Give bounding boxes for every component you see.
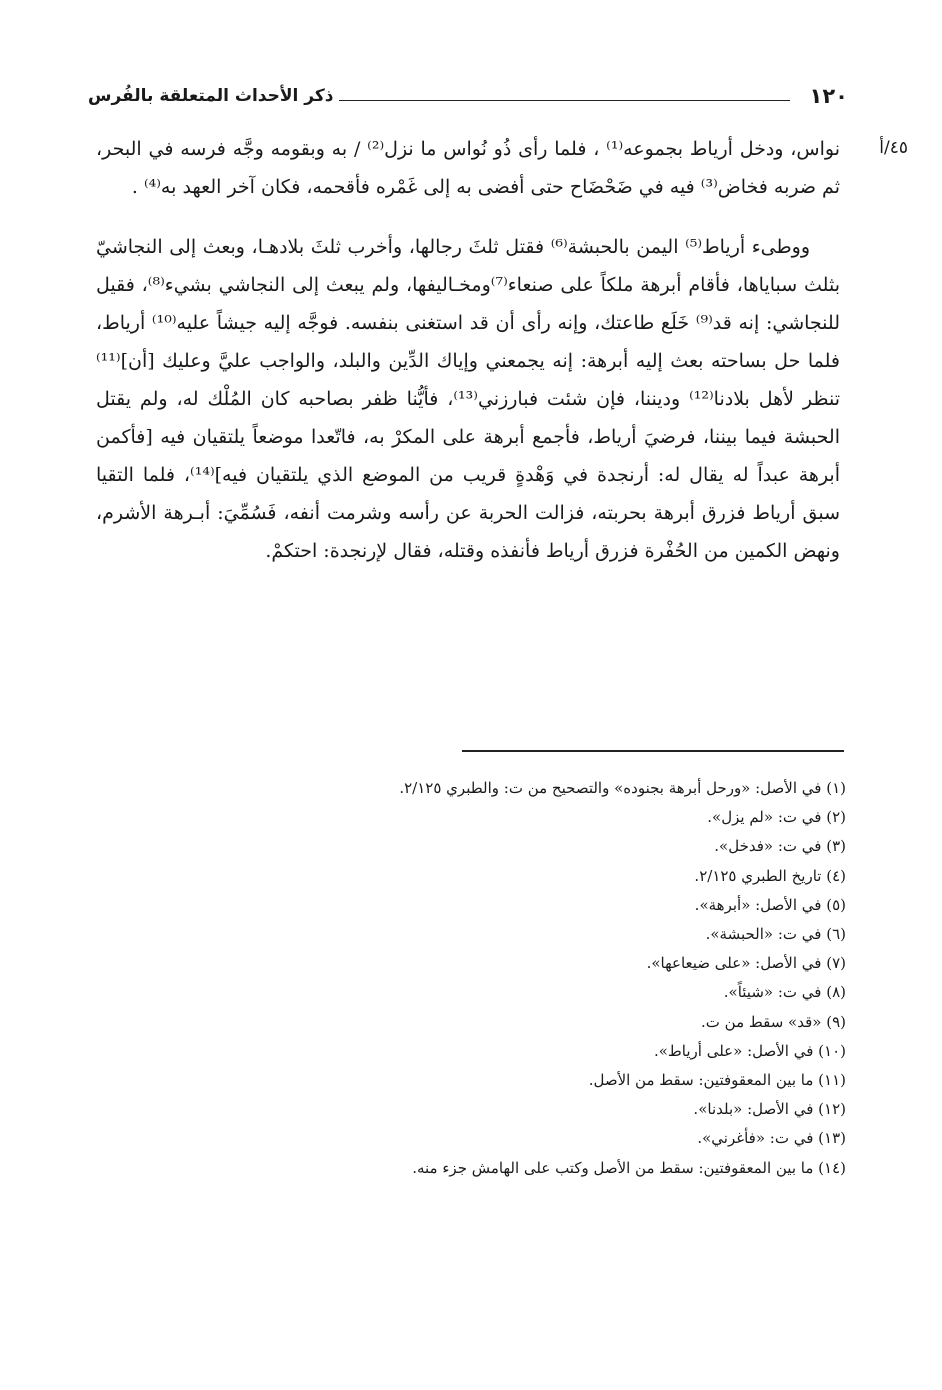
header-rule: [339, 100, 789, 101]
paragraph-1: نواس، ودخل أرياط بجموعه⁽¹⁾ ، فلما رأى ذُو نُواس ما نزل⁽²⁾ / به وبقومه وجَّه فرسه في البحر، ثم ضربه فخاض⁽³⁾ فيه في ضَحْضَاح حتى أفضى به إلى غَمْره فأقحمه، فكان آخر العهد به⁽⁴⁾ .: [96, 138, 841, 198]
running-title: ذكر الأحداث المتعلقة بالفُرس: [88, 86, 334, 106]
footnote-11: (١١) ما بين المعقوفتين: سقط من الأصل.: [588, 1071, 846, 1090]
footnote-9: (٩) «قد» سقط من ت.: [701, 1012, 846, 1031]
footnote-6: (٦) في ت: «الحبشة».: [705, 925, 846, 944]
footnote-3: (٣) في ت: «فدخل».: [714, 837, 846, 856]
page-number: ١٢٠: [809, 84, 848, 108]
footnote-12: (١٢) في الأصل: «بلدنا».: [693, 1100, 846, 1119]
footnote-13: (١٣) في ت: «فأغرني».: [697, 1129, 846, 1148]
footnote-2: (٢) في ت: «لم يزل».: [707, 808, 846, 827]
footnotes: [296, 774, 846, 1183]
footnote-separator: [462, 750, 844, 752]
footnote-5: (٥) في الأصل: «أبرهة».: [694, 895, 846, 914]
footnote-7: (٧) في الأصل: «على ضيعاعها».: [646, 954, 846, 973]
footnote-4: (٤) تاريخ الطبري ٢/١٢٥.: [694, 866, 846, 885]
footnote-14: (١٤) ما بين المعقوفتين: سقط من الأصل وكتب على الهامش جزء منه.: [412, 1158, 846, 1177]
footnote-10: (١٠) في الأصل: «على أرياط».: [653, 1041, 846, 1060]
footnote-1: (١) في الأصل: «ورحل أبرهة بجنوده» والتصحيح من ت: والطبري ٢/١٢٥.: [399, 779, 846, 797]
manuscript-folio-note: ٤٥/أ: [879, 138, 908, 158]
footnote-8: (٨) في ت: «شيئاً».: [723, 983, 846, 1002]
paragraph-2: ووطىء أرياط⁽⁵⁾ اليمن بالحبشة⁽⁶⁾ فقتل ثلثَ رجالها، وأخرب ثلثَ بلادهـا، وبعث إلى النجاشيّ بثلث سباياها، فأقام أبرهة ملكاً على صنعاء⁽⁷⁾ومخـاليفها، ولم يبعث إلى النجاشي بشيء⁽⁸⁾، فقيل للنجاشي: إنه قد⁽⁹⁾ خَلَع طاعتك، وإنه رأى أن قد استغنى بنفسه. فوجَّه إليه جيشاً عليه⁽¹⁰⁾ أرياط، فلما حل بساحته بعث إليه أبرهة: إنه يجمعني وإياك الدِّين والبلد، والواجب عليَّ وعليك [أن]⁽¹¹⁾ تنظر لأهل بلادنا⁽¹²⁾ وديننا، فإن شئت فبارزني⁽¹³⁾، فأيُّنا ظفر بصاحبه كان المُلْك له، ولم يقتل الحبشة فيما بيننا، فرضيَ أرياط، فأجمع أبرهة على المكرْ به، فاتّعدا موضعاً يلتقيان فيه [فأكمن أبرهة عبداً له يقال له: أرنجدة في وَهْدةٍ قريب من الموضع الذي يلتقيان فيه]⁽¹⁴⁾، فلما التقيا سبق أرياط فزرق أبرهة بحربته، فزالت الحربة عن رأسه وشرمت أنفه، فَسُمِّيَ: أبـرهة الأشرم، ونهض الكمين من الحُفْرة فزرق أرياط فأنفذه وقتله، فقال لإرنجدة: احتكمْ.: [96, 236, 840, 562]
main-text: [96, 130, 840, 570]
page-header: [88, 78, 848, 114]
